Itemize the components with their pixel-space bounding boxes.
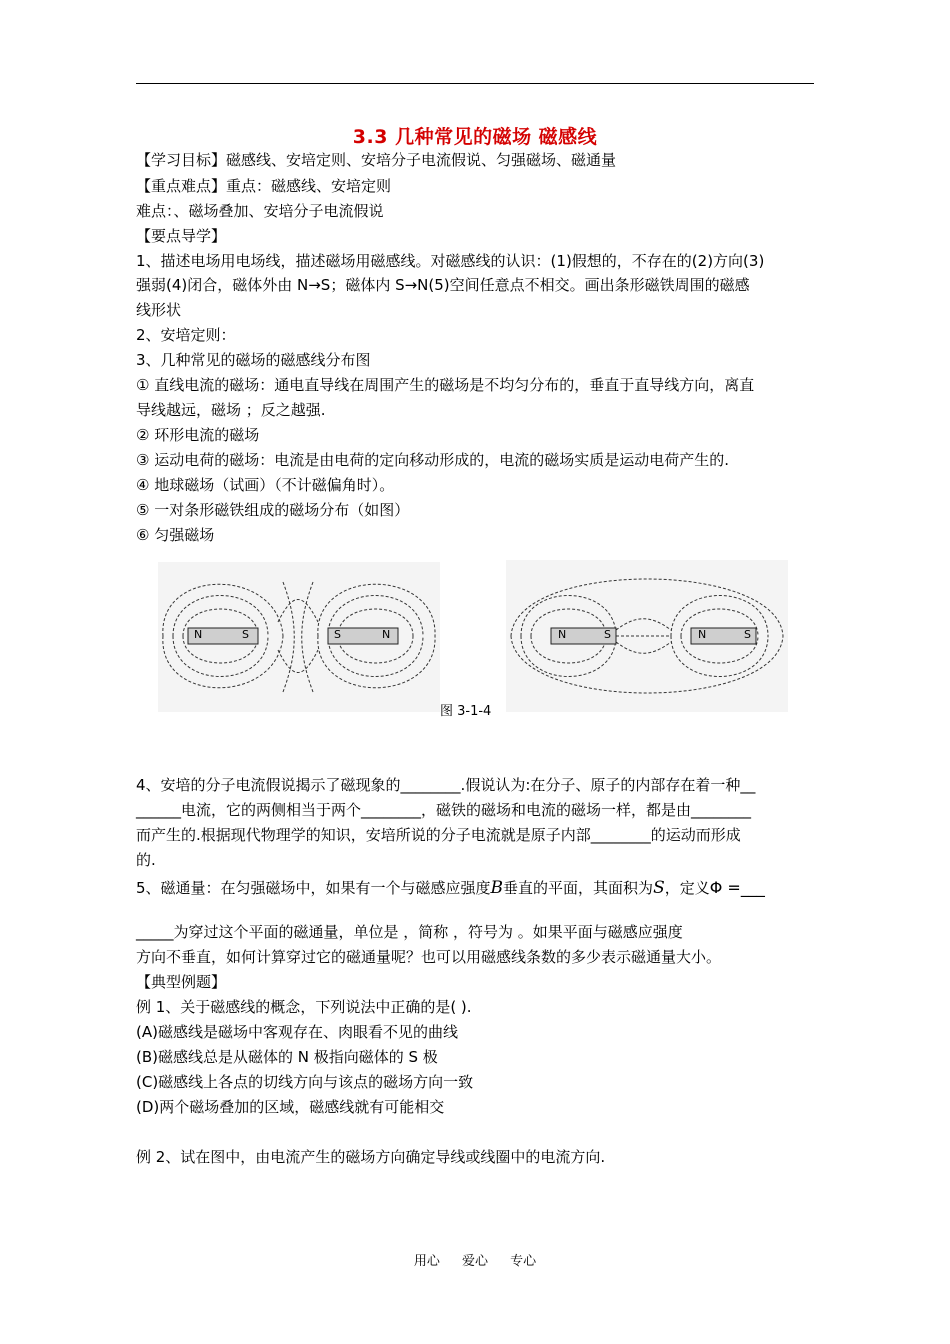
text-line: ⑤ 一对条形磁铁组成的磁场分布（如图） [136, 501, 410, 519]
text-line: 而产生的.根据现代物理学的知识，安培所说的分子电流就是原子内部________的运动而形成 [136, 826, 741, 844]
magnet-pole-label: N [194, 628, 203, 641]
text-line: ______电流，它的两侧相当于两个________，磁铁的磁场和电流的磁场一样，都是由________ [136, 801, 752, 819]
text-line: ⑥ 匀强磁场 [136, 526, 215, 544]
text-line: 【重点难点】重点：磁感线、安培定则 [136, 177, 392, 195]
field-figure-left [158, 562, 440, 712]
flux-text: 垂直的平面，其面积为 [503, 879, 654, 897]
page-title: 3.3 几种常见的磁场 磁感线 [352, 126, 598, 148]
header-rule [136, 83, 814, 84]
text-line: 【要点导学】 [136, 227, 227, 245]
text-line: 线形状 [136, 301, 182, 319]
text-line: ① 直线电流的磁场：通电直导线在周围产生的磁场是不均匀分布的，垂直于直导线方向，离直 [136, 376, 755, 394]
flux-definition-line [136, 878, 814, 898]
text-line: 3、几种常见的磁场的磁感线分布图 [136, 351, 371, 369]
option-d: (D)两个磁场叠加的区域，磁感线就有可能相交 [136, 1098, 445, 1116]
text-line: 1、描述电场用电场线，描述磁场用磁感线。对磁感线的认识：(1)假想的，不存在的(2)方向(3) [136, 252, 765, 270]
option-c: (C)磁感线上各点的切线方向与该点的磁场方向一致 [136, 1073, 474, 1091]
figure-caption: 图 3-1-4 [440, 704, 492, 719]
example-2: 例 2、试在图中，由电流产生的磁场方向确定导线或线圈中的电流方向. [136, 1148, 606, 1166]
flux-text: ，定义 [664, 879, 710, 897]
text-line: 强弱(4)闭合，磁体外由 N→S；磁体内 S→N(5)空间任意点不相交。画出条形磁铁周围的磁感 [136, 276, 750, 294]
section-heading: 【典型例题】 [136, 973, 227, 991]
magnet-pole-label: S [744, 628, 751, 641]
text-line: 方向不垂直，如何计算穿过它的磁通量呢？也可以用磁感线条数的多少表示磁通量大小。 [136, 948, 722, 966]
text-line: 的. [136, 851, 156, 869]
text-line: 导线越远，磁场 ；反之越强. [136, 401, 326, 419]
text-line: ④ 地球磁场（试画）（不计磁偏角时）。 [136, 476, 395, 494]
symbol-b: B [490, 878, 504, 898]
text-line: _____为穿过这个平面的磁通量，单位是 ，简称 ，符号为 。如果平面与磁感应强度 [136, 923, 683, 941]
magnet-pole-label: N [698, 628, 707, 641]
option-b: (B)磁感线总是从磁体的 N 极指向磁体的 S 极 [136, 1048, 438, 1066]
field-figure-right [506, 560, 788, 712]
flux-text: 5、磁通量：在匀强磁场中，如果有一个与磁感应强度 [136, 879, 491, 897]
magnet-pole-label: N [382, 628, 391, 641]
symbol-phi: Φ =___ [709, 878, 765, 897]
text-line: 【学习目标】磁感线、安培定则、安培分子电流假说、匀强磁场、磁通量 [136, 151, 617, 169]
symbol-s: S [653, 878, 665, 898]
text-line: 4、安培的分子电流假说揭示了磁现象的________.假说认为:在分子、原子的内部存在着一种__ [136, 776, 756, 794]
text-line: 2、安培定则： [136, 326, 236, 344]
page-footer: 用心 爱心 专心 [413, 1254, 537, 1269]
magnet-pole-label: N [558, 628, 567, 641]
magnet-pole-label: S [604, 628, 611, 641]
text-line: 难点：、磁场叠加、安培分子电流假说 [136, 202, 384, 220]
magnet-pole-label: S [334, 628, 341, 641]
text-line: ② 环形电流的磁场 [136, 426, 260, 444]
text-line: ③ 运动电荷的磁场：电流是由电荷的定向移动形成的，电流的磁场实质是运动电荷产生的. [136, 451, 729, 469]
text-line: 例 1、关于磁感线的概念，下列说法中正确的是( ). [136, 998, 472, 1016]
option-a: (A)磁感线是磁场中客观存在、肉眼看不见的曲线 [136, 1023, 458, 1041]
magnet-pole-label: S [242, 628, 249, 641]
